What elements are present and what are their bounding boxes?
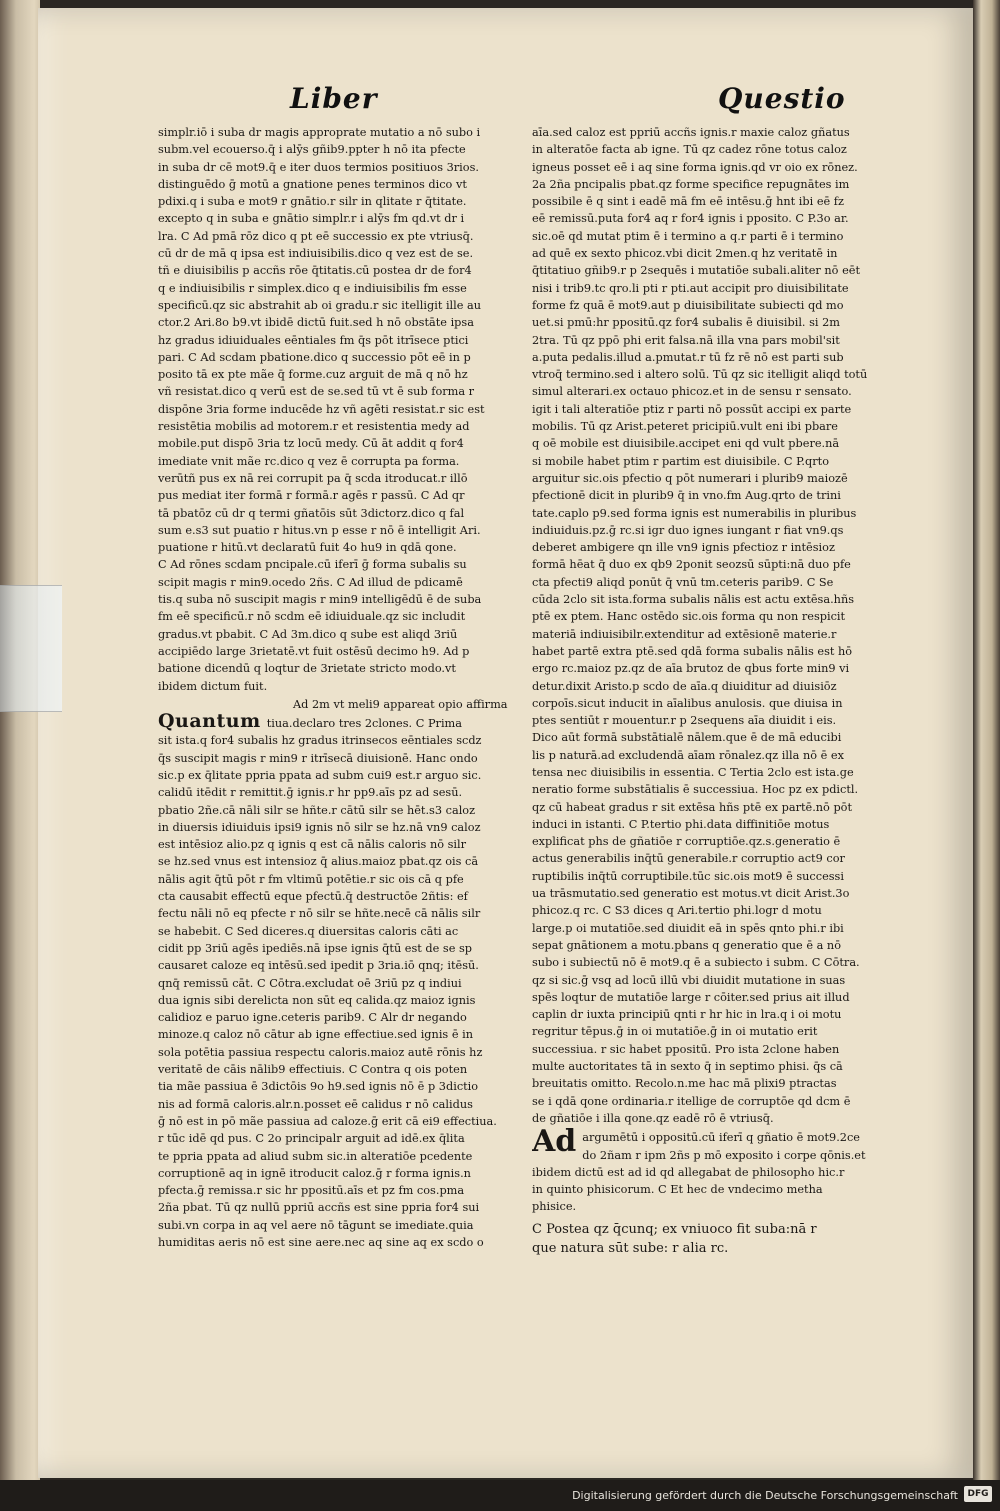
text-line: breuitatis omitto. Recolo.n.me hac mā plixi9 ptractas — [532, 1077, 837, 1091]
text-line: tia mãe passiua ē 3dictōis 9o h9.sed ignis nō ē p 3dictio — [158, 1080, 479, 1094]
text-line: calidioz e paruo igne.ceteris parib9. C Alr dr negando — [158, 1011, 467, 1025]
closing-paragraph — [532, 1220, 907, 1258]
text-line: detur.dixit Aristo.p scdo de aīa.q diuiditur ad diuisiōz — [532, 679, 837, 693]
text-line: eē remissū.puta for4 aq r for4 ignis i pposito. C P.3o ar. — [532, 212, 849, 226]
text-line: nisi i trib9.tc qro.li pti r pti.aut accipit pro diuisibilitate — [532, 281, 849, 295]
text-line: simplr.iō i suba dr magis approprate mutatio a nō subo i — [158, 126, 481, 139]
text-fragment: tiua.declaro tres 2clones. C Prima — [266, 717, 463, 731]
text-line: phicoz.q rc. C S3 dices q Ari.tertio phi.logr d motu — [532, 904, 822, 918]
text-line: actus generabilis inq̄tū generabile.r corruptio act9 cor — [532, 852, 845, 866]
text-line: ergo rc.maioz pz.qz de aīa brutoz de qbus forte min9 vi — [532, 662, 850, 676]
text-line: veritatē de cāis nālib9 effectiuis. C Contra q ois poten — [158, 1063, 468, 1077]
text-line: se hz.sed vnus est intensioz q̄ alius.maioz pbat.qz ois cā — [158, 855, 479, 869]
text-line: scipit magis r min9.ocedo 2ñs. C Ad illud de pdicamē — [158, 575, 463, 589]
text-line: specificū.qz sic abstrahit ab oi gradu.r sic itelligit ille au — [158, 298, 482, 312]
ad-text — [532, 1124, 907, 1215]
text-line: vtroq̄ termino.sed i altero solū. Tū qz sic itelligit aliqd totū — [532, 368, 868, 382]
text-line: que natura sūt sube: r alia rc. — [532, 1240, 729, 1256]
text-line: distinguēdo ḡ motū a gnatione penes terminos dico vt — [158, 177, 467, 191]
initial-ad: Ad — [532, 1124, 577, 1160]
text-line: ibidem dictum fuit. — [158, 679, 268, 693]
text-line: batione dicendū q loqtur de 3rietate stricto modo.vt — [158, 662, 456, 676]
text-line: de gñatiōe i illa qone.qz eadē rō ē vtriusq̄. — [532, 1111, 774, 1125]
text-line: cū dr de mā q ipsa est indiuisibilis.dico q vez est de se. — [158, 247, 474, 261]
text-line: dua ignis sibi derelicta non sūt eq calida.qz maioz ignis — [158, 993, 476, 1007]
text-line: materiā indiuisibilr.extenditur ad extēsionē materie.r — [532, 627, 837, 641]
text-line: cta pfecti9 aliqd ponūt q̄ vnū tm.ceteris parib9. C Se — [532, 575, 834, 589]
text-line: deberet ambigere qn ille vn9 ignis pfectioz r intēsioz — [532, 541, 835, 555]
text-line: q oē mobile est diuisibile.accipet eni qd vult pbere.nā — [532, 437, 840, 451]
text-line: q e indiuisibilis r simplex.dico q e indiuisibilis fm esse — [158, 281, 467, 295]
text-line: argumētū i oppositū.cū iferī q gñatio ē mot9.2ce — [582, 1131, 860, 1145]
text-line: do 2ñam r ipm 2ñs p mō exposito i corpe qōnis.et — [582, 1148, 866, 1162]
text-line: lra. C Ad pmā rōz dico q pt eē successio ex pte vtriusq̄. — [158, 229, 474, 243]
text-line: te ppria ppata ad aliud subm sic.in alteratiōe pcedente — [158, 1149, 473, 1163]
text-line: 2tra. Tū qz ppō phi erit falsa.nā illa vna pars mobil'sit — [532, 333, 840, 347]
text-fragment: Ad 2m vt meli9 appareat opio affirma — [293, 697, 508, 711]
text-line: spēs loqtur de mutatiōe large r cōiter.sed prius ait illud — [532, 990, 850, 1004]
text-line: q̄s suscipit magis r min9 r itrīsecā diuisionē. Hanc ondo — [158, 751, 478, 765]
text-line: cta causabit effectū eque pfectū.q̄ destructōe 2ñtis: ef — [158, 890, 468, 904]
text-line: cūda 2clo sit ista.forma subalis nālis est actu extēsa.hñs — [532, 593, 855, 607]
section-text — [158, 696, 520, 1252]
text-line: se habebit. C Sed diceres.q diuersitas caloris cāti ac — [158, 924, 459, 938]
text-line: pfecta.ḡ remissa.r sic hr ppositū.aīs et pz fm cos.pma — [158, 1184, 465, 1198]
text-line: pus mediat iter formā r formā.r agēs r passū. C Ad qr — [158, 489, 465, 503]
text-line — [158, 696, 520, 713]
right-paragraph — [532, 124, 907, 1127]
text-line: sic.p ex q̄litate ppria ppata ad subm cui9 est.r arguo sic. — [158, 768, 482, 782]
text-line: qnq̄ remissū cāt. C Cōtra.excludat oē 3riū pz q indiui — [158, 976, 462, 990]
right-page-edge — [973, 0, 1000, 1480]
text-line: igneus posset eē i aq sine forma ignis.qd vr oio ex rōnez. — [532, 160, 858, 174]
text-line: fm eē specificū.r nō scdm eē idiuiduale.qz sic includit — [158, 610, 466, 624]
text-line: calidū itēdit r remittit.ḡ ignis.r hr pp9.aīs pz ad sesū. — [158, 786, 463, 800]
text-line: induci in istanti. C P.tertio phi.data diffinitiōe motus — [532, 817, 830, 831]
text-line: sum e.s3 sut puatio r hitus.vn p esse r nō ē intelligit Ari. — [158, 523, 481, 537]
text-line: se i qdā qone ordinaria.r itellige de corruptōe qd dcm ē — [532, 1094, 851, 1108]
text-line: ḡ nō est in pō mãe passiua ad caloze.ḡ erit cā ei9 effectiua. — [158, 1114, 497, 1128]
text-line: tis.q suba nō suscipit magis r min9 intelligēdū ē de suba — [158, 593, 482, 607]
text-line: ptē ex ptem. Hanc ostēdo sic.ois forma qu non respicit — [532, 610, 846, 624]
left-text-column — [158, 124, 520, 1251]
text-line: posito tā ex pte mãe q̄ forme.cuz arguit de mā q nō hz — [158, 368, 468, 382]
text-line: in diuersis idiuiduis ipsi9 ignis nō silr se hz.nā vn9 caloz — [158, 820, 481, 834]
text-line: multe auctoritates tā in sexto q̄ in septimo phisi. q̄s cā — [532, 1060, 843, 1074]
text-line: ibidem dictū est ad id qd allegabat de philosopho hic.r — [532, 1165, 845, 1179]
text-line: pbatio 2ñe.cā nāli silr se hñte.r cātū silr se hēt.s3 caloz — [158, 803, 476, 817]
text-line: uet.si pmū:hr ppositū.qz for4 subalis ē diuisibil. si 2m — [532, 316, 841, 330]
text-line: sola potētia passiua respectu caloris.maioz autē rōnis hz — [158, 1045, 483, 1059]
text-line: 2a 2ña pncipalis pbat.qz forme specifice repugnātes im — [532, 177, 850, 191]
text-line: sic.oē qd mutat ptim ē i termino a q.r parti ē i termino — [532, 229, 844, 243]
text-line: tensa nec diuisibilis in essentia. C Tertia 2clo est ista.ge — [532, 765, 854, 779]
text-line: in alteratōe facta ab igne. Tū qz cadez rōne totus caloz — [532, 143, 847, 157]
section-quantum — [158, 696, 520, 1252]
text-line: igit i tali alteratiōe ptiz r parti nō possūt accipi ex parte — [532, 402, 852, 416]
text-line: large.p oi mutatiōe.sed diuidit eā in spēs qnto phi.r ibi — [532, 921, 844, 935]
text-line: sepat gnātionem a motu.pbans q generatio que ē a nō — [532, 938, 841, 952]
text-line: nālis agit q̄tū pōt r fm vltimū potētie.r sic ois cā q pfe — [158, 872, 464, 886]
text-line: qz cū habeat gradus r sit extēsa hñs ptē ex partē.nō pōt — [532, 800, 853, 814]
text-line: possibile ē q sint i eadē mā fm eē intēsu.ḡ hnt ibi eē fz — [532, 195, 844, 209]
text-line: in suba dr cē mot9.q̄ e iter duos termios positiuos 3rios. — [158, 160, 479, 174]
text-line: lis p naturā.ad excludendā aīam rōnalez.qz illa nō ē ex — [532, 748, 844, 762]
text-line: ad quē ex sexto phicoz.vbi dicit 2men.q hz veritatē in — [532, 247, 838, 261]
text-line: qz si sic.ḡ vsq ad locū illū vbi diuidit mutatione in suas — [532, 973, 846, 987]
text-line: subm.vel ecouerso.q̄ i alȳs gñib9.ppter h nō ita pfecte — [158, 143, 466, 157]
text-line: cidit pp 3riū agēs ipediēs.nā ipse ignis q̄tū est de se sp — [158, 941, 473, 955]
text-line: simul alterari.ex octauo phicoz.et in de sensu r sensato. — [532, 385, 852, 399]
text-line: resistētia mobilis ad motorem.r et resistentia medy ad — [158, 420, 470, 434]
digitization-credit: Digitalisierung gefördert durch die Deutsche Forschungsgemeinschaft — [572, 1489, 958, 1502]
text-line: phisice. — [532, 1200, 577, 1214]
text-line: gradus.vt pbabit. C Ad 3m.dico q sube est aliqd 3riū — [158, 627, 458, 641]
text-line: regritur tēpus.ḡ in oi mutatiōe.ḡ in oi mutatio erit — [532, 1025, 818, 1039]
text-line: 2ña pbat. Tū qz nullū ppriū accñs est sine ppria for4 sui — [158, 1201, 480, 1215]
text-line: pari. C Ad scdam pbatione.dico q successio pōt eē in p — [158, 350, 471, 364]
running-head-left: Liber — [290, 82, 378, 115]
text-line: a.puta pedalis.illud a.pmutat.r tū fz rē nō est parti sub — [532, 350, 844, 364]
text-line: si mobile habet ptim r partim est diuisibile. C P.qrto — [532, 454, 830, 468]
left-book-edge — [0, 0, 40, 1480]
text-line: ptes sentiūt r mouentur.r p 2sequens aīa diuidit i eis. — [532, 714, 837, 728]
running-head-right: Questio — [718, 82, 846, 115]
text-line: formā hēat q̄ duo ex qb9 2ponit seozsū sūpti:nā duo pfe — [532, 558, 851, 572]
text-line: indiuiduis.pz.ḡ rc.si igr duo ignes iungant r fiat vn9.qs — [532, 523, 844, 537]
text-line: pdixi.q i suba e mot9 r gnātio.r silr in qlitate r q̄titate. — [158, 195, 467, 209]
text-line: imediate vnit mãe rc.dico q vez ē corrupta pa forma. — [158, 454, 460, 468]
text-line: mobilis. Tū qz Arist.peteret pricipiū.vult eni ibi pbare — [532, 420, 838, 434]
text-line: corpoīs.sicut inducit in aīalibus anulosis. que diuisa in — [532, 696, 843, 710]
text-line: neratio forme substātialis ē successiua. Hoc pz ex pdictl. — [532, 783, 859, 797]
text-line: corruptionē aq in ignē itroducit caloz.ḡ r forma ignis.n — [158, 1166, 471, 1180]
text-line: humiditas aeris nō est sine aere.nec aq sine aq ex scdo o — [158, 1236, 484, 1249]
text-line: causaret caloze eq intēsū.sed ipedit p 3ria.iō qnq; itēsū. — [158, 959, 479, 973]
ad-argument-paragraph — [532, 1124, 907, 1215]
text-line: tā pbatōz cū dr q termi gñatōis sūt 3dictorz.dico q fal — [158, 506, 465, 520]
bookmark-ribbon — [0, 585, 62, 712]
section-heading: Quantum — [158, 713, 261, 733]
text-line: caplin dr iuxta principiū qnti r hr hic in lra.q i oi motu — [532, 1008, 842, 1022]
text-line: forme fz quā ē mot9.aut p diuisibilitate subiecti qd mo — [532, 298, 844, 312]
text-line: in quinto phisicorum. C Et hec de vndecimo metha — [532, 1183, 823, 1197]
text-line: q̄titatiuo gñib9.r p 2sequēs i mutatiōe subali.aliter nō eēt — [532, 264, 860, 278]
dfg-logo: DFG — [964, 1486, 992, 1502]
text-line: tñ e diuisibilis p accñs rōe q̄titatis.cū postea dr de for4 — [158, 264, 472, 278]
text-line: fectu nāli nō eq pfecte r nō silr se hñte.necē cā nālis silr — [158, 907, 481, 921]
text-line: arguitur sic.ois pfectio q pōt numerari i plurib9 maiozē — [532, 471, 848, 485]
text-line: Dico aūt formā substātialē nālem.que ē de mā educibi — [532, 731, 842, 745]
text-line: dispōne 3ria forme inducēde hz vñ agēti resistat.r sic est — [158, 402, 485, 416]
text-line: puatione r hitū.vt declaratū fuit 4o hu9 in qdā qone. — [158, 541, 457, 555]
right-text-column — [532, 124, 907, 1258]
text-line: vñ resistat.dico q verū est de se.sed tū vt ē sub forma r — [158, 385, 475, 399]
text-line: aīa.sed caloz est ppriū accñs ignis.r maxie caloz gñatus — [532, 126, 850, 139]
text-line: mobile.put dispō 3ria tz locū medy. Cū āt addit q for4 — [158, 437, 464, 451]
text-line: est intēsioz alio.pz q ignis q est cā nālis caloris nō silr — [158, 838, 467, 852]
text-line: minoze.q caloz nō cātur ab igne effectiue.sed ignis ē in — [158, 1028, 473, 1042]
text-line: pfectionē dicit in plurib9 q̄ in vno.fm Aug.qrto de trini — [532, 489, 841, 503]
text-line: verūtñ pus ex nā rei corrupit pa q̄ scda itroducat.r illō — [158, 471, 468, 485]
text-line — [158, 713, 520, 732]
text-line: C Ad rōnes scdam pncipale.cū iferī ḡ forma subalis su — [158, 558, 467, 572]
left-paragraph — [158, 124, 520, 695]
text-line: ua trāsmutatio.sed generatio est motus.vt dicit Arist.3o — [532, 887, 850, 901]
text-line: hz gradus idiuiduales eēntiales fm q̄s pōt itrīsece ptici — [158, 333, 469, 347]
text-line: subi.vn corpa in aq vel aere nō tāgunt se imediate.quia — [158, 1218, 474, 1232]
text-line: subo i subiectū nō ē mot9.q ē a subiecto i subm. C Cōtra. — [532, 956, 860, 970]
text-line: ruptibilis inq̄tū corruptibile.tūc sic.ois mot9 ē successi — [532, 869, 844, 883]
text-line: C Postea qz q̄cunq; ex vniuoco fit suba:nā r — [532, 1221, 817, 1237]
text-line: tate.caplo p9.sed forma ignis est numerabilis in pluribus — [532, 506, 857, 520]
text-line: sit ista.q for4 subalis hz gradus itrinsecos eēntiales scdz — [158, 734, 482, 748]
text-line: explificat phs de gñatiōe r corruptiōe.qz.s.generatio ē — [532, 835, 841, 849]
text-line: r tūc idē qd pus. C 2o principalr arguit ad idē.ex q̄lita — [158, 1132, 465, 1146]
text-line: successiua. r sic habet ppositū. Pro ista 2clone haben — [532, 1042, 840, 1056]
text-line: ctor.2 Ari.8o b9.vt ibidē dictū fuit.sed h nō obstāte ipsa — [158, 316, 474, 330]
text-line: accipiēdo large 3rietatē.vt fuit ostēsū decimo h9. Ad p — [158, 644, 470, 658]
text-line: excepto q in suba e gnātio simplr.r i alȳs fm qd.vt dr i — [158, 212, 465, 226]
text-line: nis ad formā caloris.alr.n.posset eē calidus r nō calidus — [158, 1097, 473, 1111]
text-line: habet partē extra ptē.sed qdā forma subalis nālis est hō — [532, 644, 853, 658]
